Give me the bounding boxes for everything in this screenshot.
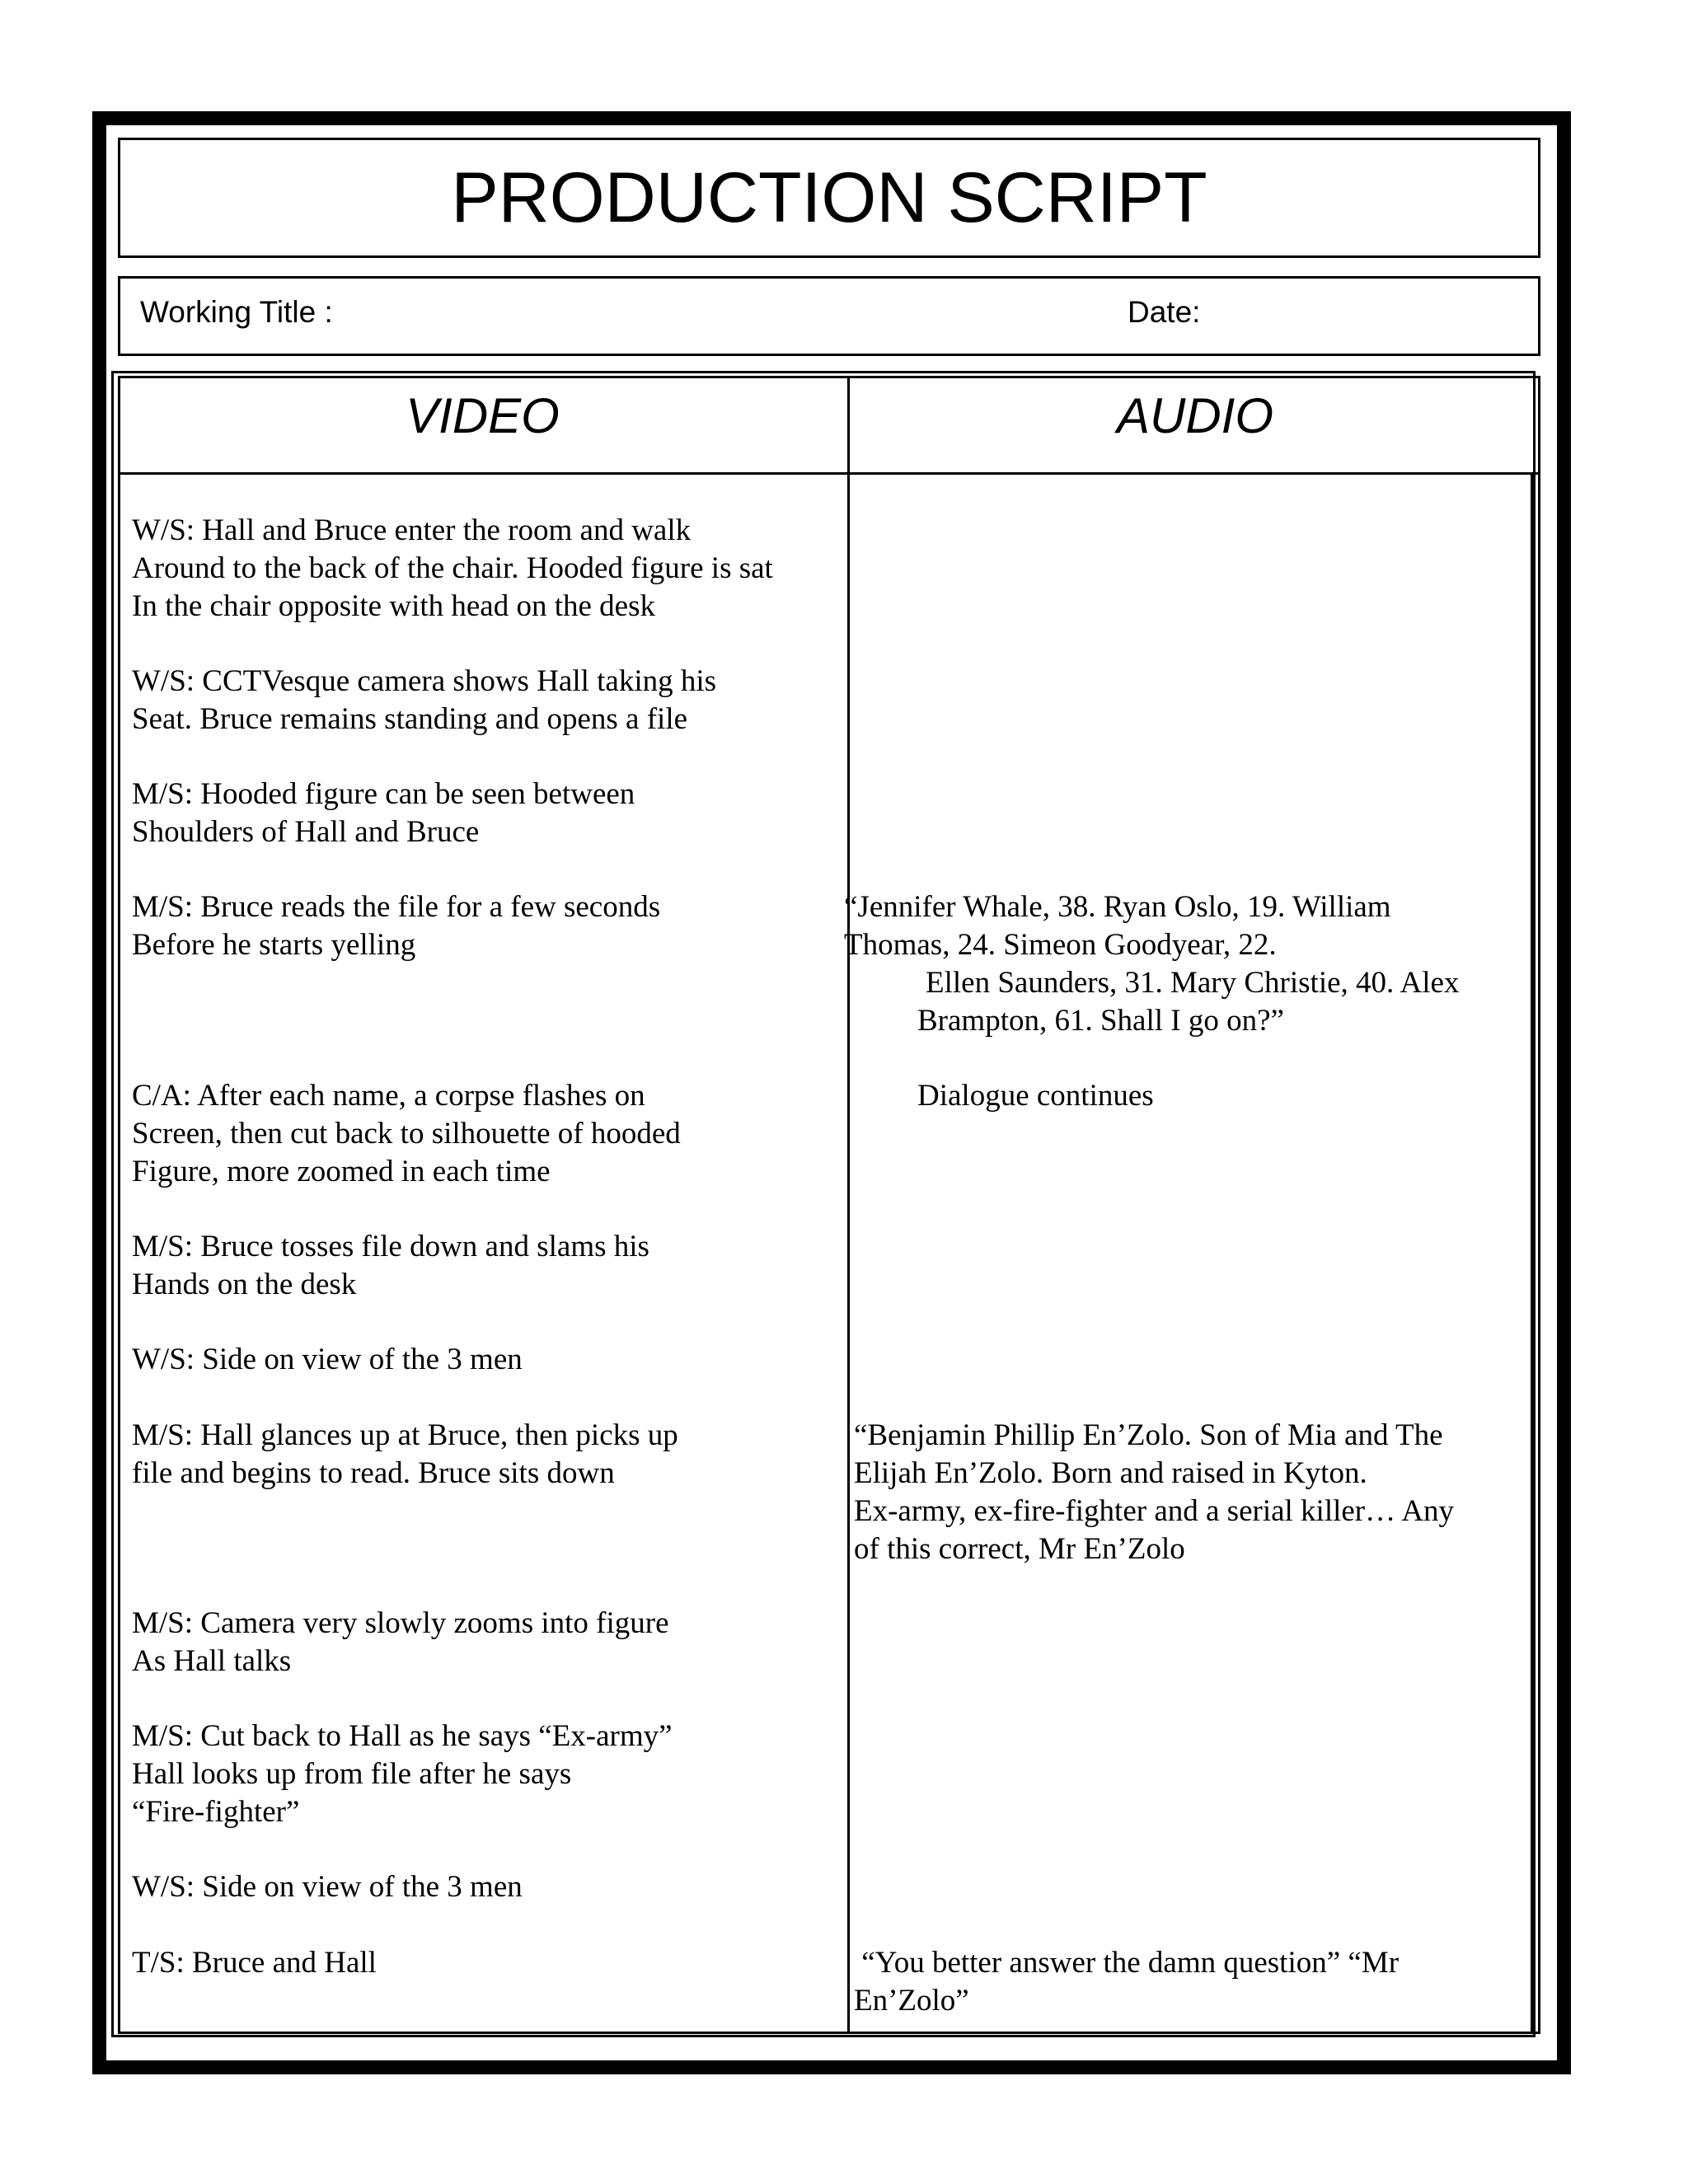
video-entry: M/S: Bruce tosses file down and slams his Hands on the desk bbox=[132, 1230, 649, 1301]
date-label: Date: bbox=[1128, 295, 1201, 329]
audio-entry: “You better answer the damn question” “Mr En’Zolo” bbox=[854, 1946, 1400, 2018]
video-entry: W/S: Hall and Bruce enter the room and walk Around to the back of the chair. Hooded figure is sat In the chair opposite with head on the desk bbox=[132, 513, 773, 623]
video-entry: W/S: CCTVesque camera shows Hall taking his Seat. Bruce remains standing and opens a file bbox=[132, 664, 717, 736]
audio-entry: “Jennifer Whale, 38. Ryan Oslo, 19. William Thomas, 24. Simeon Goodyear, 22. bbox=[844, 890, 1391, 962]
video-entry: M/S: Hall glances up at Bruce, then picks up file and begins to read. Bruce sits down bbox=[132, 1418, 678, 1490]
table-inner-right-border bbox=[1531, 474, 1533, 2034]
audio-clip-region bbox=[850, 1945, 1531, 2024]
video-column-header: VIDEO bbox=[406, 388, 560, 443]
video-entry: W/S: Side on view of the 3 men bbox=[132, 1870, 523, 1904]
video-entry: M/S: Hooded figure can be seen between Shoulders of Hall and Bruce bbox=[132, 777, 635, 849]
audio-entry: Ellen Saunders, 31. Mary Christie, 40. Alex bbox=[926, 966, 1460, 1000]
audio-entry: Brampton, 61. Shall I go on?” bbox=[917, 1004, 1284, 1038]
video-entry: C/A: After each name, a corpse flashes on Screen, then cut back to silhouette of hooded Figure, more zoomed in each time bbox=[132, 1079, 681, 1188]
meta-box bbox=[118, 276, 1540, 356]
audio-entry: Dialogue continues bbox=[917, 1079, 1154, 1113]
page-title: PRODUCTION SCRIPT bbox=[451, 157, 1207, 237]
video-entry: M/S: Bruce reads the file for a few seconds Before he starts yelling bbox=[132, 890, 661, 962]
title-box bbox=[118, 138, 1540, 258]
column-divider bbox=[847, 376, 850, 2034]
video-entry: W/S: Side on view of the 3 men bbox=[132, 1343, 523, 1376]
audio-entry: “Benjamin Phillip En’Zolo. Son of Mia and The Elijah En’Zolo. Born and raised in Kyton. Ex-army, ex-fire-fighter and a serial killer… Any of this correct, Mr En’Zolo bbox=[854, 1418, 1455, 1566]
audio-column-header: AUDIO bbox=[1116, 388, 1274, 443]
video-entry: M/S: Cut back to Hall as he says “Ex-army” Hall looks up from file after he says “Fire-fighter” bbox=[132, 1719, 673, 1829]
working-title-label: Working Title : bbox=[140, 295, 333, 329]
video-entry: T/S: Bruce and Hall bbox=[132, 1946, 377, 1980]
video-entry: M/S: Camera very slowly zooms into figure As Hall talks bbox=[132, 1606, 669, 1678]
